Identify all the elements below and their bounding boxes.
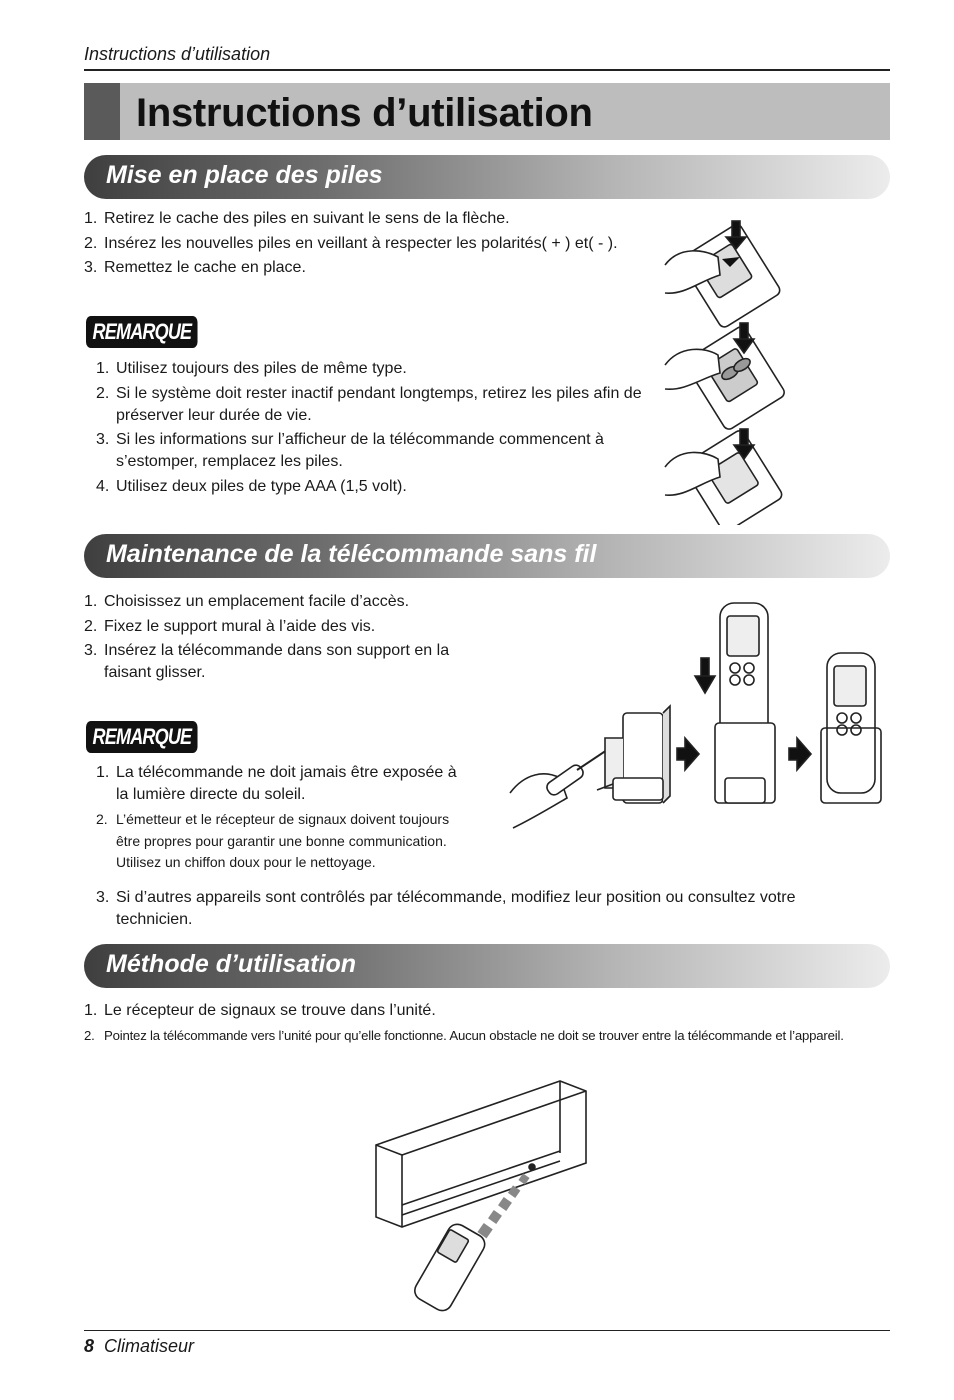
list-item: 2. Fixez le support mural à l’aide des vis. bbox=[84, 617, 376, 635]
section-heading-text: Méthode d’utilisation bbox=[106, 950, 356, 978]
list-item: 3. Si d’autres appareils sont contrôlés par télécommande, modifiez leur position ou consultez votre technicien. bbox=[96, 889, 796, 928]
page-number: 8 bbox=[84, 1336, 95, 1356]
note-badge-2: REMARQUE bbox=[86, 721, 198, 753]
battery-replacement-illustration bbox=[660, 215, 795, 525]
footer-rule bbox=[84, 1330, 890, 1331]
section-heading-operation bbox=[84, 944, 890, 988]
maintenance-notes-list bbox=[96, 762, 471, 809]
maintenance-steps-list bbox=[84, 591, 474, 687]
list-item: 2. L’émetteur et le récepteur de signaux doivent toujours être propres pour garantir une bonne communication. Utilisez un chiffon doux pour le nettoyage. bbox=[96, 811, 450, 870]
list-item: 1. Le récepteur de signaux se trouve dans l’unité. bbox=[84, 1002, 436, 1019]
title-accent-block bbox=[84, 83, 120, 140]
list-item: 1. Utilisez toujours des piles de même type. bbox=[96, 360, 407, 377]
maintenance-notes-list-cont bbox=[96, 887, 876, 934]
running-header: Instructions d’utilisation bbox=[84, 44, 271, 64]
footer-product: Climatiseur bbox=[104, 1336, 195, 1356]
list-item: 3. Remettez le cache en place. bbox=[84, 259, 306, 276]
section-heading-text: Maintenance de la télécommande sans fil bbox=[106, 540, 597, 568]
battery-steps-list bbox=[84, 208, 664, 282]
section-heading-text: Mise en place des piles bbox=[106, 161, 383, 189]
list-item: 4. Utilisez deux piles de type AAA (1,5 volt). bbox=[96, 477, 407, 495]
list-item: 1. Retirez le cache des piles en suivant le sens de la flèche. bbox=[84, 210, 510, 227]
list-item: 3. Insérez la télécommande dans son support en la faisant glisser. bbox=[84, 642, 450, 681]
page-title: Instructions d’utilisation bbox=[136, 91, 593, 135]
page-footer bbox=[84, 1336, 194, 1357]
section-heading-maintenance bbox=[84, 534, 890, 578]
list-item: 2. Si le système doit rester inactif pendant longtemps, retirez les piles afin de préserver leur durée de vie. bbox=[96, 384, 642, 424]
list-item: 2. Pointez la télécommande vers l’unité pour qu’elle fonctionne. Aucun obstacle ne doit se trouver entre la télécommande et l’appareil. bbox=[84, 1028, 844, 1043]
section-heading-batteries bbox=[84, 155, 890, 199]
wall-holder-illustration bbox=[505, 598, 890, 833]
note-badge-1: REMARQUE bbox=[86, 316, 198, 348]
maintenance-notes-list-small bbox=[96, 809, 471, 876]
indoor-unit-illustration bbox=[370, 1075, 595, 1315]
list-item: 1. La télécommande ne doit jamais être exposée à la lumière directe du soleil. bbox=[96, 764, 457, 803]
list-item: 2. Insérez les nouvelles piles en veillant à respecter les polarités( + ) et( - ). bbox=[84, 234, 618, 252]
list-item: 3. Si les informations sur l’afficheur de la télécommande commencent à s’estomper, remplacez les piles. bbox=[96, 431, 604, 470]
operation-steps-list-small bbox=[84, 1025, 890, 1049]
operation-steps-list bbox=[84, 1000, 890, 1025]
list-item: 1. Choisissez un emplacement facile d’accès. bbox=[84, 593, 410, 610]
page-title-bar bbox=[84, 83, 890, 140]
header-rule bbox=[84, 69, 890, 71]
battery-notes-list bbox=[96, 358, 656, 500]
